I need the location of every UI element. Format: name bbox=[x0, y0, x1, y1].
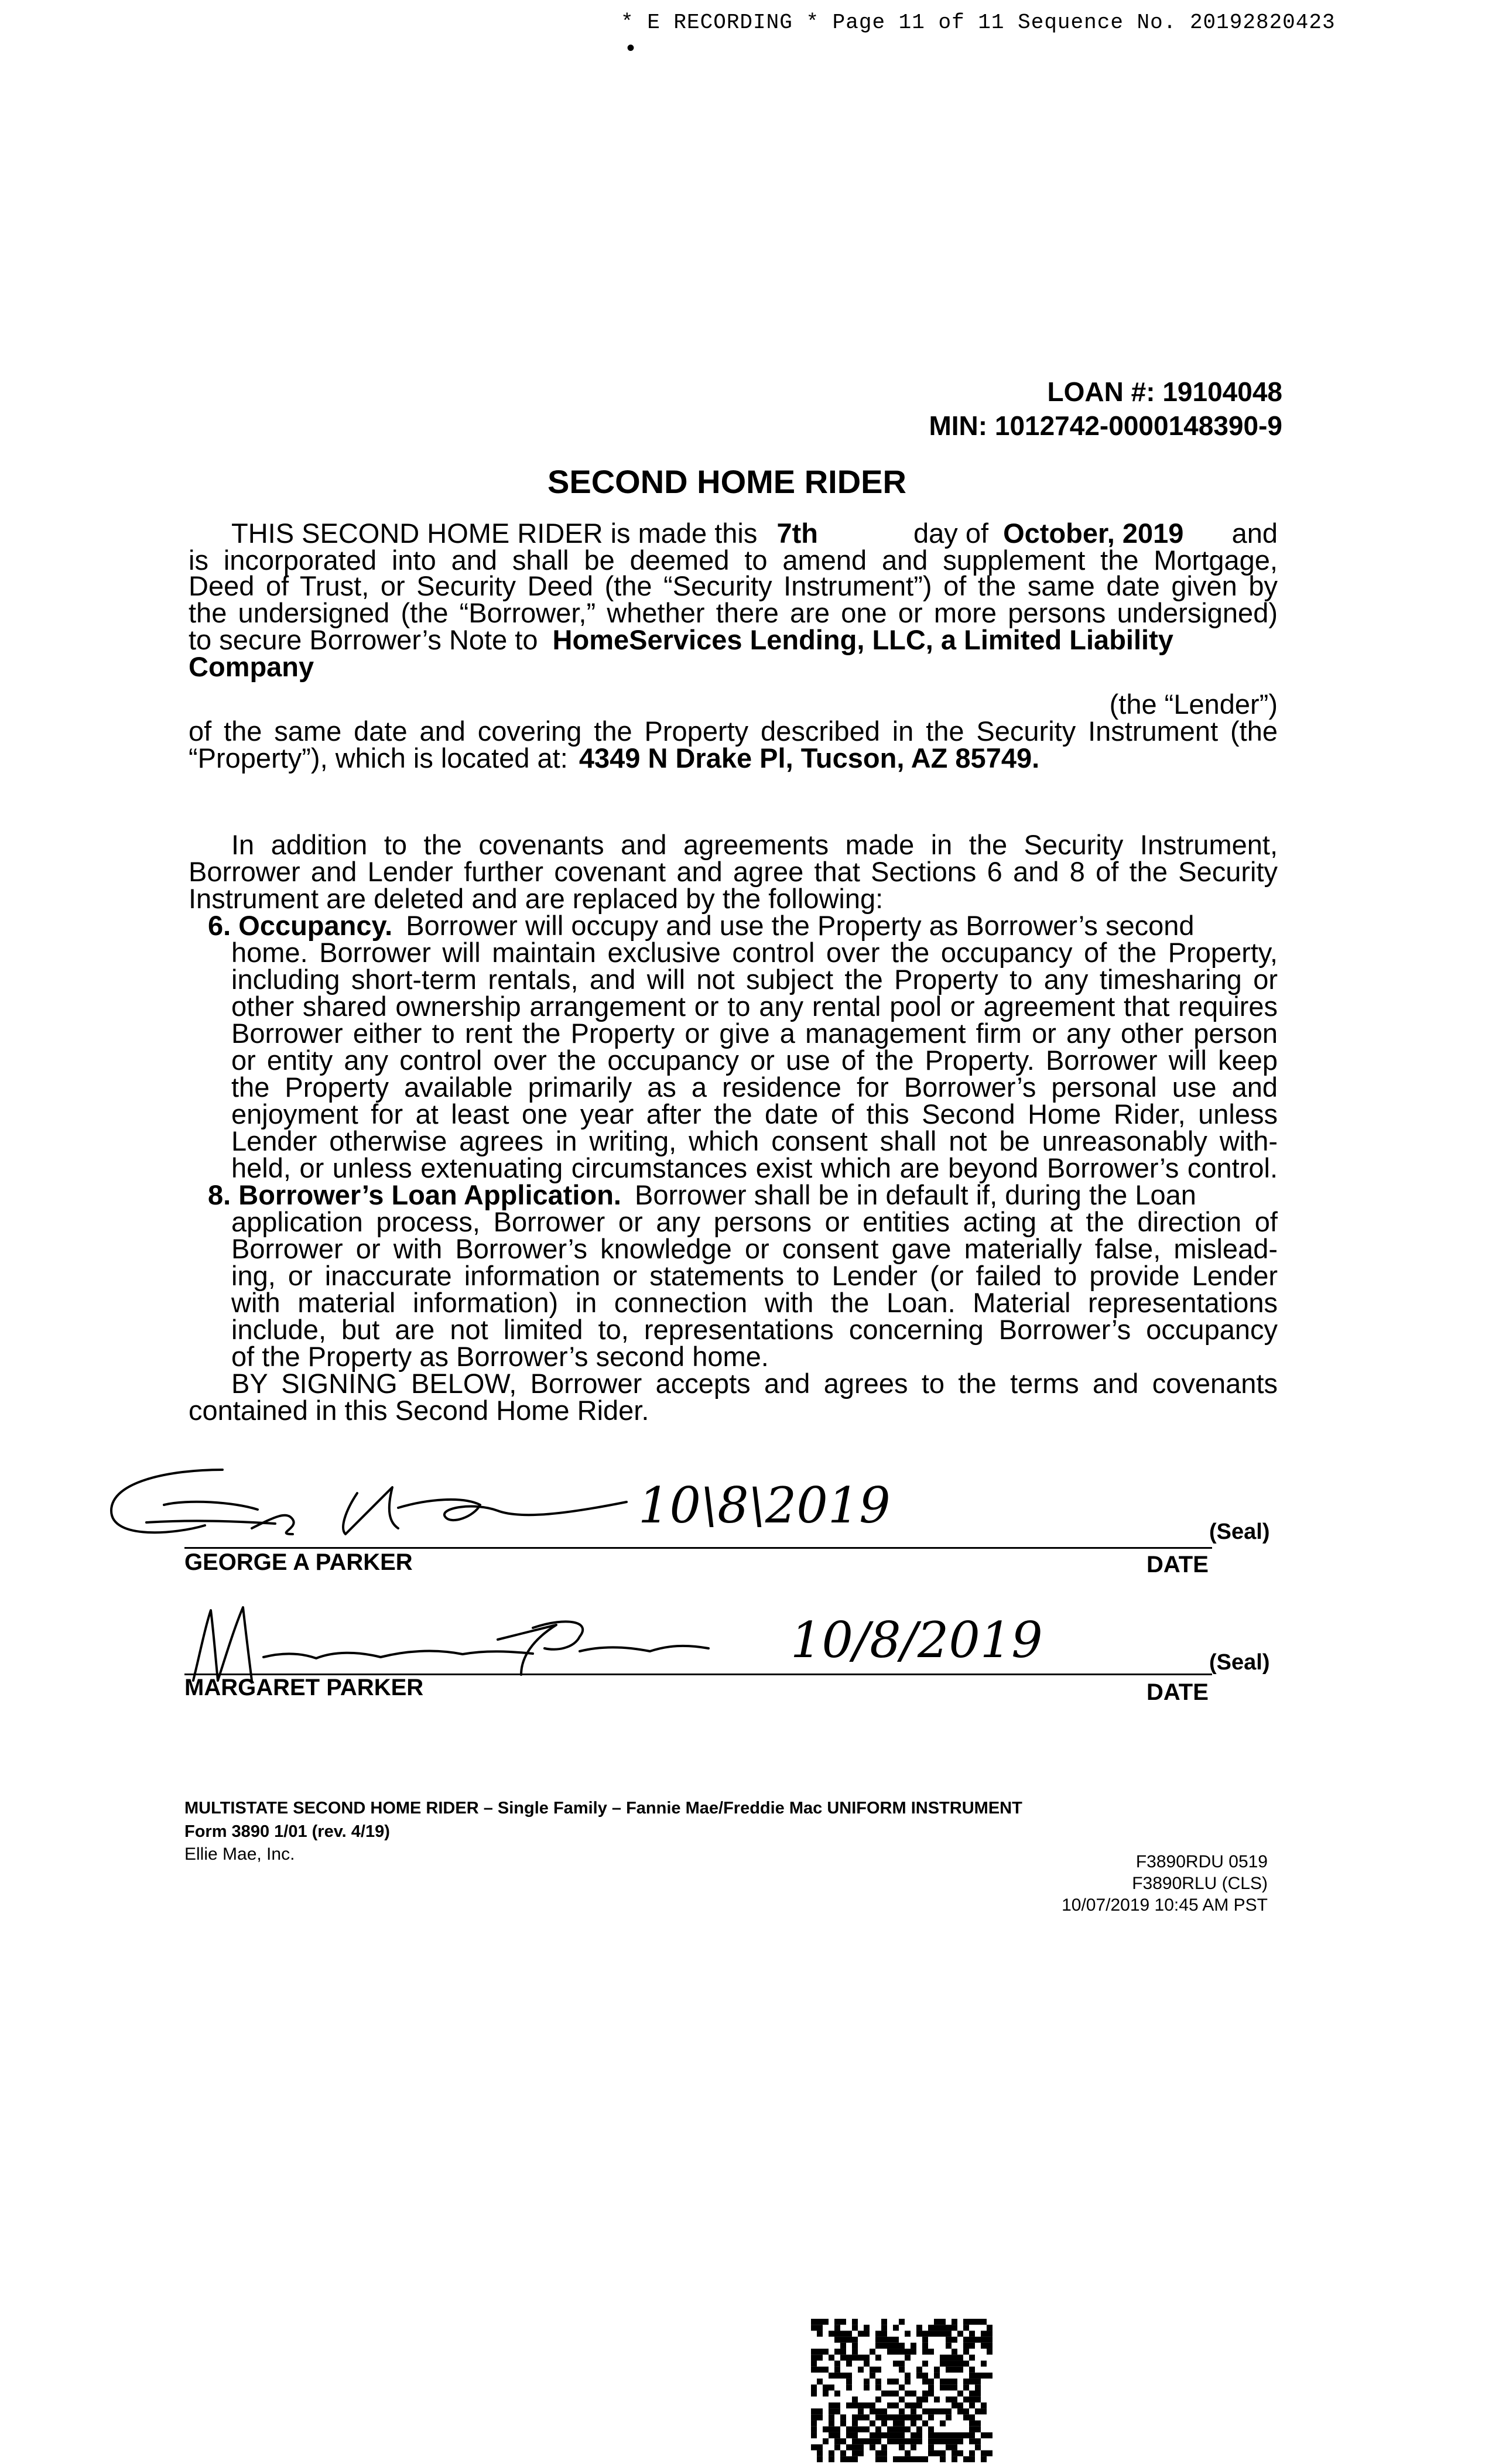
borrower-name: GEORGE A PARKER bbox=[184, 1549, 413, 1575]
section6-line8: enjoyment for at least one year after the date of this Second Home Rider, unless bbox=[231, 1098, 1278, 1130]
section8-line5: with material information) in connection with the Loan. Material representations bbox=[231, 1287, 1278, 1318]
rider-day: 7th bbox=[776, 518, 818, 549]
para1-text: and bbox=[1231, 518, 1278, 549]
section6-line10: held, or unless extenuating circumstances exist which are beyond Borrower’s control. bbox=[231, 1152, 1278, 1183]
para1-line9 bbox=[189, 742, 1278, 774]
section8-line2: application process, Borrower or any persons or entities acting at the direction of bbox=[231, 1206, 1278, 1237]
para1-line8: of the same date and covering the Property described in the Security Instrument (the bbox=[189, 716, 1278, 747]
closing-line1: BY SIGNING BELOW, Borrower accepts and agrees to the terms and covenants bbox=[231, 1368, 1278, 1399]
para1-line3: Deed of Trust, or Security Deed (the “Security Instrument”) of the same date given by bbox=[189, 570, 1278, 601]
section6-line5: Borrower either to rent the Property or give a management firm or any other person bbox=[231, 1018, 1278, 1049]
company-name: Ellie Mae, Inc. bbox=[184, 1844, 295, 1864]
section8-text: Borrower shall be in default if, during the Loan bbox=[635, 1179, 1196, 1210]
date-label: DATE bbox=[1147, 1679, 1209, 1705]
section6-line4: other shared ownership arrangement or to any rental pool or agreement that requires bbox=[231, 991, 1278, 1022]
para2-line3: Instrument are deleted and are replaced by the following: bbox=[189, 883, 884, 914]
barcode-icon bbox=[811, 2319, 993, 2462]
para1-text: day of bbox=[913, 518, 989, 549]
section8-line6: include, but are not limited to, representations concerning Borrower’s occupancy bbox=[231, 1314, 1278, 1345]
section8-line4: ing, or inaccurate information or statements to Lender (or failed to provide Lender bbox=[231, 1260, 1278, 1291]
para1-line2: is incorporated into and shall be deemed to amend and supplement the Mortgage, bbox=[189, 545, 1278, 576]
para1-line1 bbox=[231, 520, 1278, 547]
min-number: MIN: 1012742-0000148390-9 bbox=[929, 410, 1282, 441]
recording-header: * E RECORDING * Page 11 of 11 Sequence No. 20192820423 bbox=[621, 11, 1336, 35]
closing-line2: contained in this Second Home Rider. bbox=[189, 1395, 649, 1426]
section8-line7: of the Property as Borrower’s second home. bbox=[231, 1341, 769, 1372]
form-title: MULTISTATE SECOND HOME RIDER – Single Family – Fannie Mae/Freddie Mac UNIFORM INSTRUMENT bbox=[184, 1799, 1022, 1818]
handwritten-date-1: 10\8\2019 bbox=[638, 1477, 891, 1534]
section6-heading: 6. Occupancy. bbox=[208, 910, 393, 941]
section6-text: Borrower will occupy and use the Property as Borrower’s second bbox=[406, 910, 1195, 941]
section6-line7: the Property available primarily as a residence for Borrower’s personal use and bbox=[231, 1072, 1278, 1103]
para1-text: to secure Borrower’s Note to bbox=[189, 624, 538, 655]
footer-timestamp: 10/07/2019 10:45 AM PST bbox=[1062, 1895, 1268, 1915]
property-address: 4349 N Drake Pl, Tucson, AZ 85749. bbox=[579, 742, 1040, 774]
para1-line5 bbox=[189, 624, 1278, 655]
section6-line9: Lender otherwise agrees in writing, which consent shall not be unreasonably with- bbox=[231, 1125, 1278, 1156]
lender-label: (the “Lender”) bbox=[1109, 689, 1278, 720]
para2-line1: In addition to the covenants and agreements made in the Security Instrument, bbox=[231, 829, 1278, 860]
document-title: SECOND HOME RIDER bbox=[547, 463, 906, 500]
handwritten-date-2: 10/8/2019 bbox=[790, 1611, 1043, 1669]
loan-number: LOAN #: 19104048 bbox=[1047, 377, 1282, 407]
signature-line bbox=[184, 1547, 1212, 1549]
lender-name: HomeServices Lending, LLC, a Limited Liability bbox=[552, 624, 1173, 655]
section8-line3: Borrower or with Borrower’s knowledge or consent gave materially false, mislead- bbox=[231, 1233, 1278, 1264]
section8-line1 bbox=[208, 1179, 1278, 1210]
date-label: DATE bbox=[1147, 1552, 1209, 1577]
signature-george bbox=[100, 1446, 1013, 1558]
seal-label: (Seal) bbox=[1209, 1520, 1270, 1544]
rider-month: October, 2019 bbox=[1003, 518, 1184, 549]
para1-line4: the undersigned (the “Borrower,” whether there are one or more persons undersigned) bbox=[189, 597, 1278, 628]
para1-text: “Property”), which is located at: bbox=[189, 742, 568, 774]
form-code-2: F3890RLU (CLS) bbox=[1132, 1874, 1268, 1893]
section6-line3: including short-term rentals, and will not subject the Property to any timesharing or bbox=[231, 964, 1278, 995]
section6-line6: or entity any control over the occupancy or use of the Property. Borrower will keep bbox=[231, 1045, 1278, 1076]
lender-name-cont: Company bbox=[189, 651, 314, 682]
section6-line2: home. Borrower will maintain exclusive control over the occupancy of the Property, bbox=[231, 937, 1278, 968]
seal-label: (Seal) bbox=[1209, 1650, 1270, 1675]
para1-text: THIS SECOND HOME RIDER is made this bbox=[231, 518, 758, 549]
section8-heading: 8. Borrower’s Loan Application. bbox=[208, 1179, 621, 1210]
para2-line2: Borrower and Lender further covenant and agree that Sections 6 and 8 of the Security bbox=[189, 856, 1278, 887]
form-number: Form 3890 1/01 (rev. 4/19) bbox=[184, 1822, 390, 1841]
section6-line1 bbox=[208, 912, 1278, 939]
form-code-1: F3890RDU 0519 bbox=[1135, 1852, 1268, 1871]
stray-mark: • bbox=[627, 35, 635, 61]
borrower-name: MARGARET PARKER bbox=[184, 1675, 424, 1700]
